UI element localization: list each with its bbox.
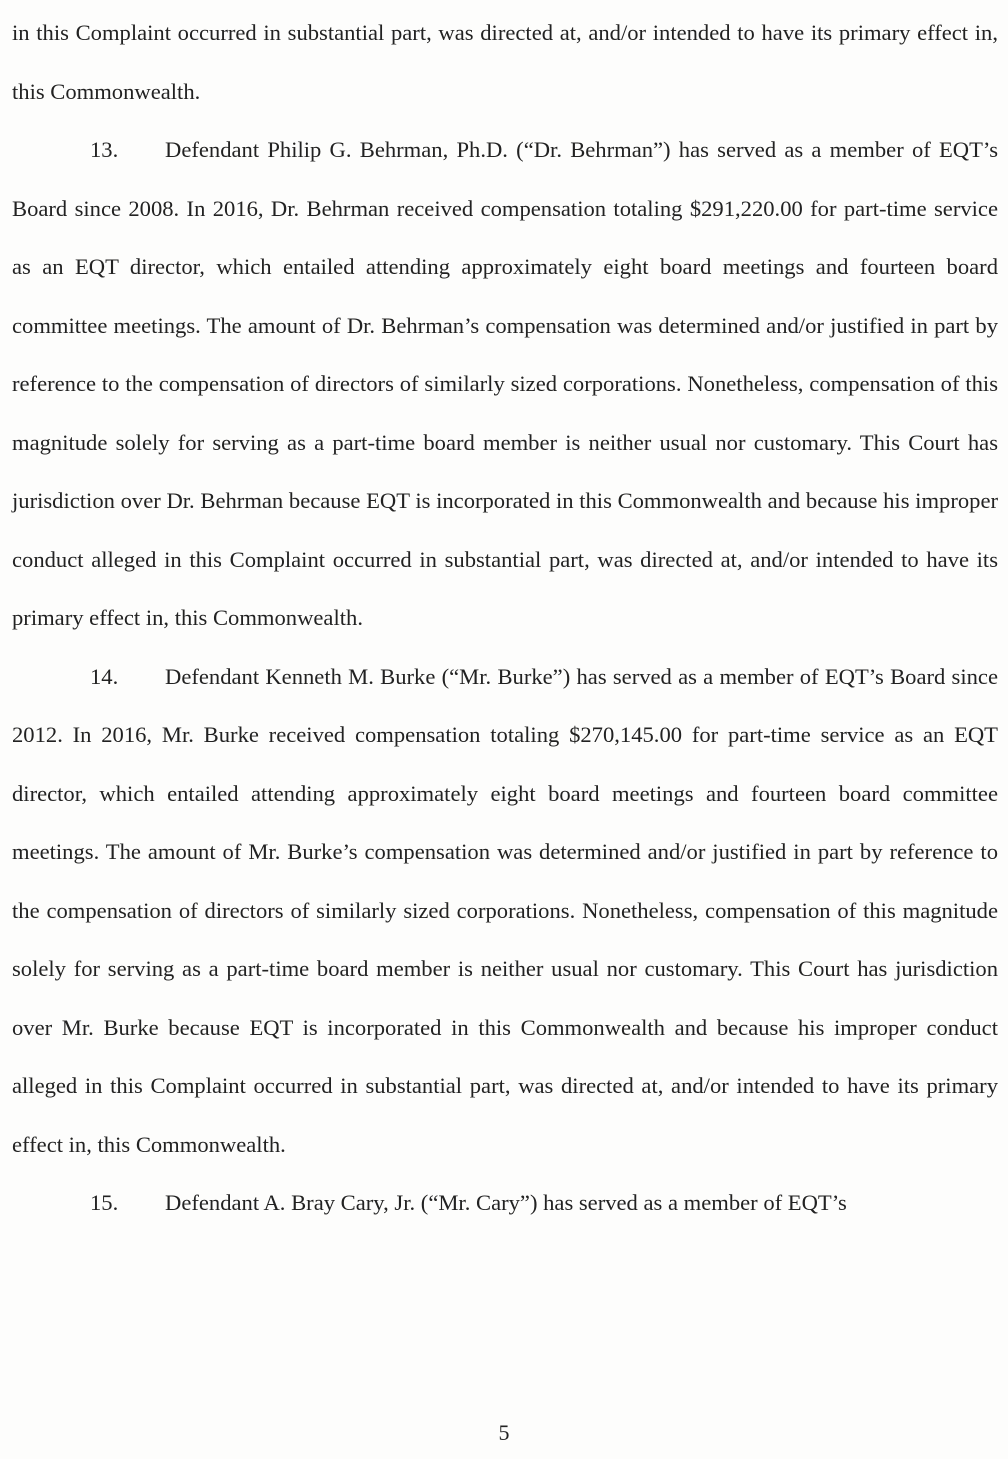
- paragraph-text: Defendant Kenneth M. Burke (“Mr. Burke”) has served as a member of EQT’s Board since 2012. In 2016, Mr. Burke received compensation totaling $270,145.00 for part-time service as an EQT director, which entailed attending approximately eight board meetings and fourteen board committee meetings. The amount of Mr. Burke’s compensation was determined and/or justified in part by reference to the compensation of directors of similarly sized corporations. Nonetheless, compensation of this magnitude solely for serving as a part-time board member is neither usual nor customary. This Court has jurisdiction over Mr. Burke because EQT is incorporated in this Commonwealth and because his improper conduct alleged in this Complaint occurred in substantial part, was directed at, and/or intended to have its primary effect in, this Commonwealth.: [12, 663, 998, 1157]
- paragraph-text: Defendant A. Bray Cary, Jr. (“Mr. Cary”) has served as a member of EQT’s: [165, 1190, 847, 1215]
- page-number: 5: [498, 1420, 510, 1445]
- document-body: [12, 4, 998, 1233]
- paragraph-number: 14.: [90, 663, 119, 689]
- paragraph-14: [12, 648, 998, 1175]
- paragraph-text: Defendant Philip G. Behrman, Ph.D. (“Dr. Behrman”) has served as a member of EQT’s Board since 2008. In 2016, Dr. Behrman received compensation totaling $291,220.00 for part-time service as an EQT director, which entailed attending approximately eight board meetings and fourteen board committee meetings. The amount of Dr. Behrman’s compensation was determined and/or justified in part by reference to the compensation of directors of similarly sized corporations. Nonetheless, compensation of this magnitude solely for serving as a part-time board member is neither usual nor customary. This Court has jurisdiction over Dr. Behrman because EQT is incorporated in this Commonwealth and because his improper conduct alleged in this Complaint occurred in substantial part, was directed at, and/or intended to have its primary effect in, this Commonwealth.: [12, 137, 998, 630]
- paragraph-continuation: [12, 4, 998, 121]
- paragraph-number: 15.: [90, 1190, 119, 1215]
- paragraph-15: [12, 1174, 998, 1233]
- paragraph-13: [12, 121, 998, 648]
- paragraph-number: 13.: [90, 137, 119, 162]
- paragraph-text: in this Complaint occurred in substantial part, was directed at, and/or intended to have its primary effect in, this Commonwealth.: [12, 20, 998, 104]
